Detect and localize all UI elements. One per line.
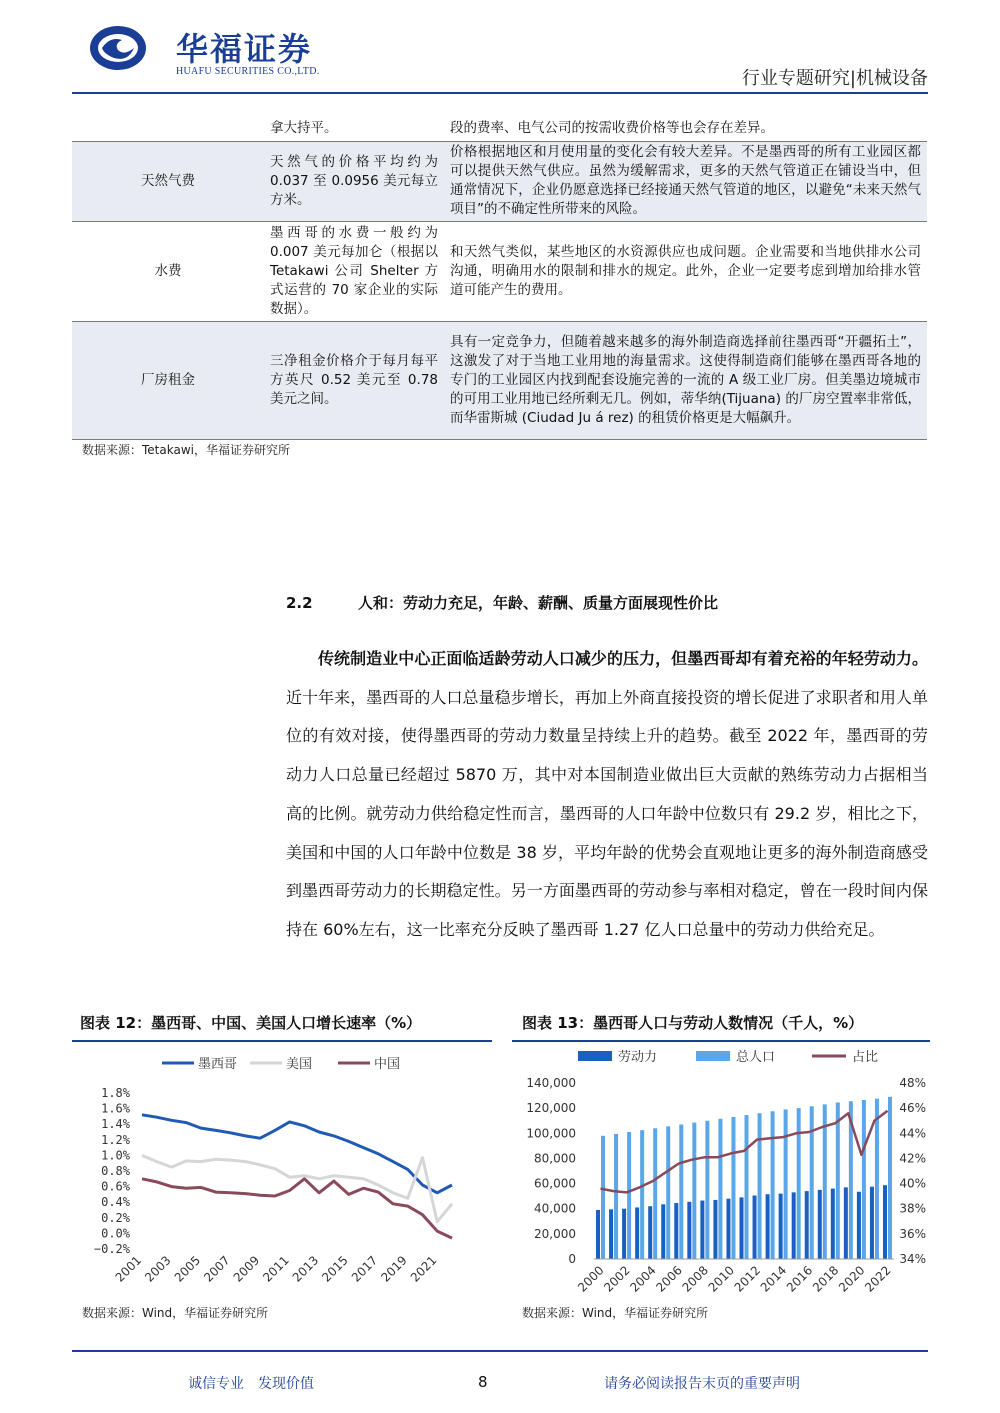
y-right-tick-label: 36% [899,1226,926,1241]
legend-label: 总人口 [736,1050,776,1065]
section-title [286,592,718,613]
y-tick-label: 1.2% [101,1132,130,1147]
x-tick-label: 2006 [653,1263,685,1295]
x-tick-label: 2010 [705,1263,738,1295]
y-tick-label: 1.6% [101,1101,130,1116]
bar-total [627,1132,631,1259]
bar-labor [687,1202,691,1259]
x-tick-label: 2000 [575,1263,607,1295]
bar-total [705,1121,709,1259]
x-tick-label: 2020 [836,1263,868,1295]
y-tick-label: 0.0% [101,1226,130,1241]
legend-swatch [696,1051,730,1061]
brand-name-en: HUAFU SECURITIES CO.,LTD. [176,66,320,77]
x-tick-label: 2016 [783,1263,816,1295]
bar-total [601,1136,605,1259]
body-paragraph [286,640,928,950]
bar-total [640,1130,644,1259]
x-tick-label: 2001 [112,1253,145,1285]
y-left-tick-label: 60,000 [534,1176,576,1191]
x-tick-label: 2002 [601,1263,633,1295]
y-left-tick-label: 140,000 [526,1076,576,1090]
legend-label: 墨西哥 [198,1057,238,1072]
table-cell-price: 墨西哥的水费一般约为 0.007 美元每加仑（根据以 Tetakawi 公司 Shelter 方式运营的 70 家企业的实际数据）。 [270,224,438,317]
x-tick-label: 2013 [289,1253,322,1285]
x-tick-label: 2005 [171,1253,204,1285]
brand-name-cn: 华福证券 [176,30,313,68]
bar-labor [609,1209,613,1259]
paragraph-body: 近十年来，墨西哥的人口总量稳步增长，再加上外商直接投资的增长促进了求职者和用人单位的有效对接，使得墨西哥的劳动力数量呈持续上升的趋势。截至 2022 年，墨西哥的劳动力人口总量已经超过 5870 万，其中对本国制造业做出巨大贡献的熟练劳动力占据相当高的比例。就劳动力供给稳定性而言，墨西哥的人口年龄中位数只有 29.2 岁，相比之下，美国和中国的人口年龄中位数是 38 岁，平均年龄的优势会直观地让更多的海外制造商感受到墨西哥劳动力的长期稳定性。另一方面墨西哥的劳动参与率相对稳定，曾在一段时间内保持在 60%左右，这一比率充分反映了墨西哥 1.27 亿人口总量中的劳动力供给充足。 [286,687,928,939]
bar-total [888,1097,892,1259]
report-category: 行业专题研究|机械设备 [741,68,928,89]
table-cell-note: 具有一定竞争力，但随着越来越多的海外制造商选择前往墨西哥“开疆拓土”，这激发了对于当地工业用地的海量需求。这使得制造商们能够在墨西哥各地的专门的工业园区内找到配套设施完善的一流的 A 级工业厂房。但美墨边境城市的可用工业用地已经所剩无几。例如，蒂华纳(Tijuana) 的厂房空置率非常低，而华雷斯城 (Ciudad Ju á rez) 的租赁价格更是大幅飙升。 [450,333,921,426]
x-tick-label: 2004 [627,1263,659,1295]
bar-total [731,1117,735,1259]
page-number: 8 [478,1373,488,1391]
legend-label: 美国 [286,1057,313,1072]
y-left-tick-label: 40,000 [534,1201,576,1216]
table-cell-item: 厂房租金 [141,371,195,388]
section-number: 2.2 [286,594,313,612]
table-cell-price: 三净租金价格介于每月每平方英尺 0.52 美元至 0.78 美元之间。 [270,352,438,407]
legend-label: 占比 [852,1050,879,1065]
x-tick-label: 2019 [378,1253,410,1285]
x-tick-label: 2015 [319,1253,351,1285]
bar-total [875,1099,879,1259]
bar-labor [779,1194,783,1259]
y-tick-label: 0.6% [101,1179,130,1194]
huafu-logo-icon [88,22,148,74]
legend-label: 劳动力 [618,1050,658,1065]
bar-labor [700,1201,704,1259]
population-growth-chart [72,1045,492,1295]
bar-total [614,1134,618,1259]
bar-labor [844,1187,848,1259]
bar-total [836,1102,840,1259]
x-tick-label: 2014 [757,1263,790,1295]
header-divider [72,92,928,94]
y-right-tick-label: 42% [899,1151,926,1166]
table-row [72,117,927,141]
y-right-tick-label: 44% [899,1126,926,1141]
y-tick-label: 1.0% [101,1148,130,1163]
table-cell-note: 价格根据地区和月使用量的变化会有较大差异。不是墨西哥的所有工业园区都可以提供天然气供应。虽然为缓解需求，更多的天然气管道正在铺设当中，但通常情况下，企业仍愿意选择已经接通天然气管道的地区，以避免“未来天然气项目”的不确定性所带来的风险。 [450,144,921,217]
bar-labor [805,1191,809,1259]
x-tick-label: 2022 [862,1263,894,1295]
bar-labor [766,1194,770,1259]
legend-swatch [578,1051,612,1061]
y-left-tick-label: 80,000 [534,1151,576,1166]
bar-total [771,1111,775,1259]
y-right-tick-label: 40% [899,1176,926,1191]
bar-total [758,1113,762,1259]
table-row [72,321,927,439]
y-right-tick-label: 34% [899,1252,926,1266]
bar-labor [831,1189,835,1259]
bar-labor [648,1206,652,1259]
figure-12-rule [72,1040,492,1042]
x-tick-label: 2017 [348,1253,381,1285]
table-cell-price: 拿大持平。 [270,120,338,137]
paragraph-lead: 传统制造业中心正面临适龄劳动人口减少的压力，但墨西哥却有着充裕的年轻劳动力。 [318,649,928,668]
y-right-tick-label: 38% [899,1201,926,1216]
bar-total [653,1128,657,1259]
legend-label: 中国 [374,1057,401,1072]
bar-total [862,1100,866,1259]
table-cell-note: 段的费率、电气公司的按需收费价格等也会存在差异。 [450,120,774,137]
section-heading: 人和：劳动力充足，年龄、薪酬、质量方面展现性价比 [358,594,719,612]
bar-labor [661,1204,665,1259]
table-cell-item [72,117,264,141]
series-line [142,1115,452,1193]
bar-labor [883,1185,887,1259]
table-cell-item: 水费 [154,262,182,279]
figure-13-rule [512,1040,930,1042]
labor-population-chart [512,1045,930,1295]
footer-divider [72,1350,928,1352]
figure-13-title: 图表 13：墨西哥人口与劳动人数情况（千人，%） [522,1014,864,1032]
x-tick-label: 2008 [679,1263,711,1295]
bar-total [718,1119,722,1259]
footer-slogan: 诚信专业 发现价值 [188,1376,314,1392]
y-left-tick-label: 20,000 [534,1226,576,1241]
table-cell-price: 天然气的价格平均约为 0.037 至 0.0956 美元每立方米。 [270,153,438,208]
x-tick-label: 2018 [809,1263,842,1295]
figure-12-title: 图表 12：墨西哥、中国、美国人口增长速率（%） [80,1014,422,1032]
y-tick-label: 1.4% [101,1117,130,1132]
table-source: 数据来源：Tetakawi，华福证券研究所 [82,443,290,457]
bar-labor [818,1190,822,1259]
x-tick-label: 2012 [731,1263,764,1295]
y-left-tick-label: 0 [568,1252,576,1266]
x-tick-label: 2003 [142,1253,174,1285]
bar-labor [713,1200,717,1259]
y-tick-label: 0.2% [101,1210,130,1225]
footer-disclaimer: 请务必阅读报告末页的重要声明 [604,1376,800,1392]
bar-labor [870,1187,874,1259]
y-tick-label: 0.8% [101,1164,130,1178]
page-header [0,0,1000,100]
bar-total [784,1109,788,1259]
y-tick-label: 0.4% [101,1195,130,1210]
x-tick-label: 2009 [230,1253,263,1285]
y-right-tick-label: 46% [899,1101,926,1116]
table-row [72,141,927,221]
bar-labor [753,1196,757,1259]
bar-labor [792,1192,796,1259]
x-tick-label: 2021 [407,1253,440,1285]
bar-total [692,1123,696,1259]
y-left-tick-label: 120,000 [526,1101,576,1116]
bar-labor [740,1197,744,1259]
figure-13-source: 数据来源：Wind，华福证券研究所 [522,1306,709,1320]
table-cell-note: 和天然气类似，某些地区的水资源供应也成问题。企业需要和当地供排水公司沟通，明确用水的限制和排水的规定。此外，企业一定要考虑到增加给排水管道可能产生的费用。 [450,243,921,298]
bar-total [679,1124,683,1259]
bar-labor [622,1209,626,1259]
y-tick-label: −0.2% [93,1242,130,1256]
table-row [72,221,927,321]
bar-total [666,1126,670,1259]
bar-labor [674,1203,678,1259]
bar-labor [726,1199,730,1259]
y-left-tick-label: 100,000 [526,1126,576,1141]
figure-12-source: 数据来源：Wind，华福证券研究所 [82,1306,269,1320]
bar-total [797,1108,801,1259]
bar-total [745,1115,749,1259]
cost-table [72,117,927,440]
x-tick-label: 2007 [201,1253,233,1285]
series-line [142,1179,452,1238]
y-right-tick-label: 48% [899,1076,926,1090]
x-tick-label: 2011 [260,1253,292,1285]
bar-labor [857,1192,861,1259]
bar-labor [596,1210,600,1259]
y-tick-label: 1.8% [101,1086,130,1100]
table-cell-item: 天然气费 [141,172,195,189]
bar-labor [635,1207,639,1259]
